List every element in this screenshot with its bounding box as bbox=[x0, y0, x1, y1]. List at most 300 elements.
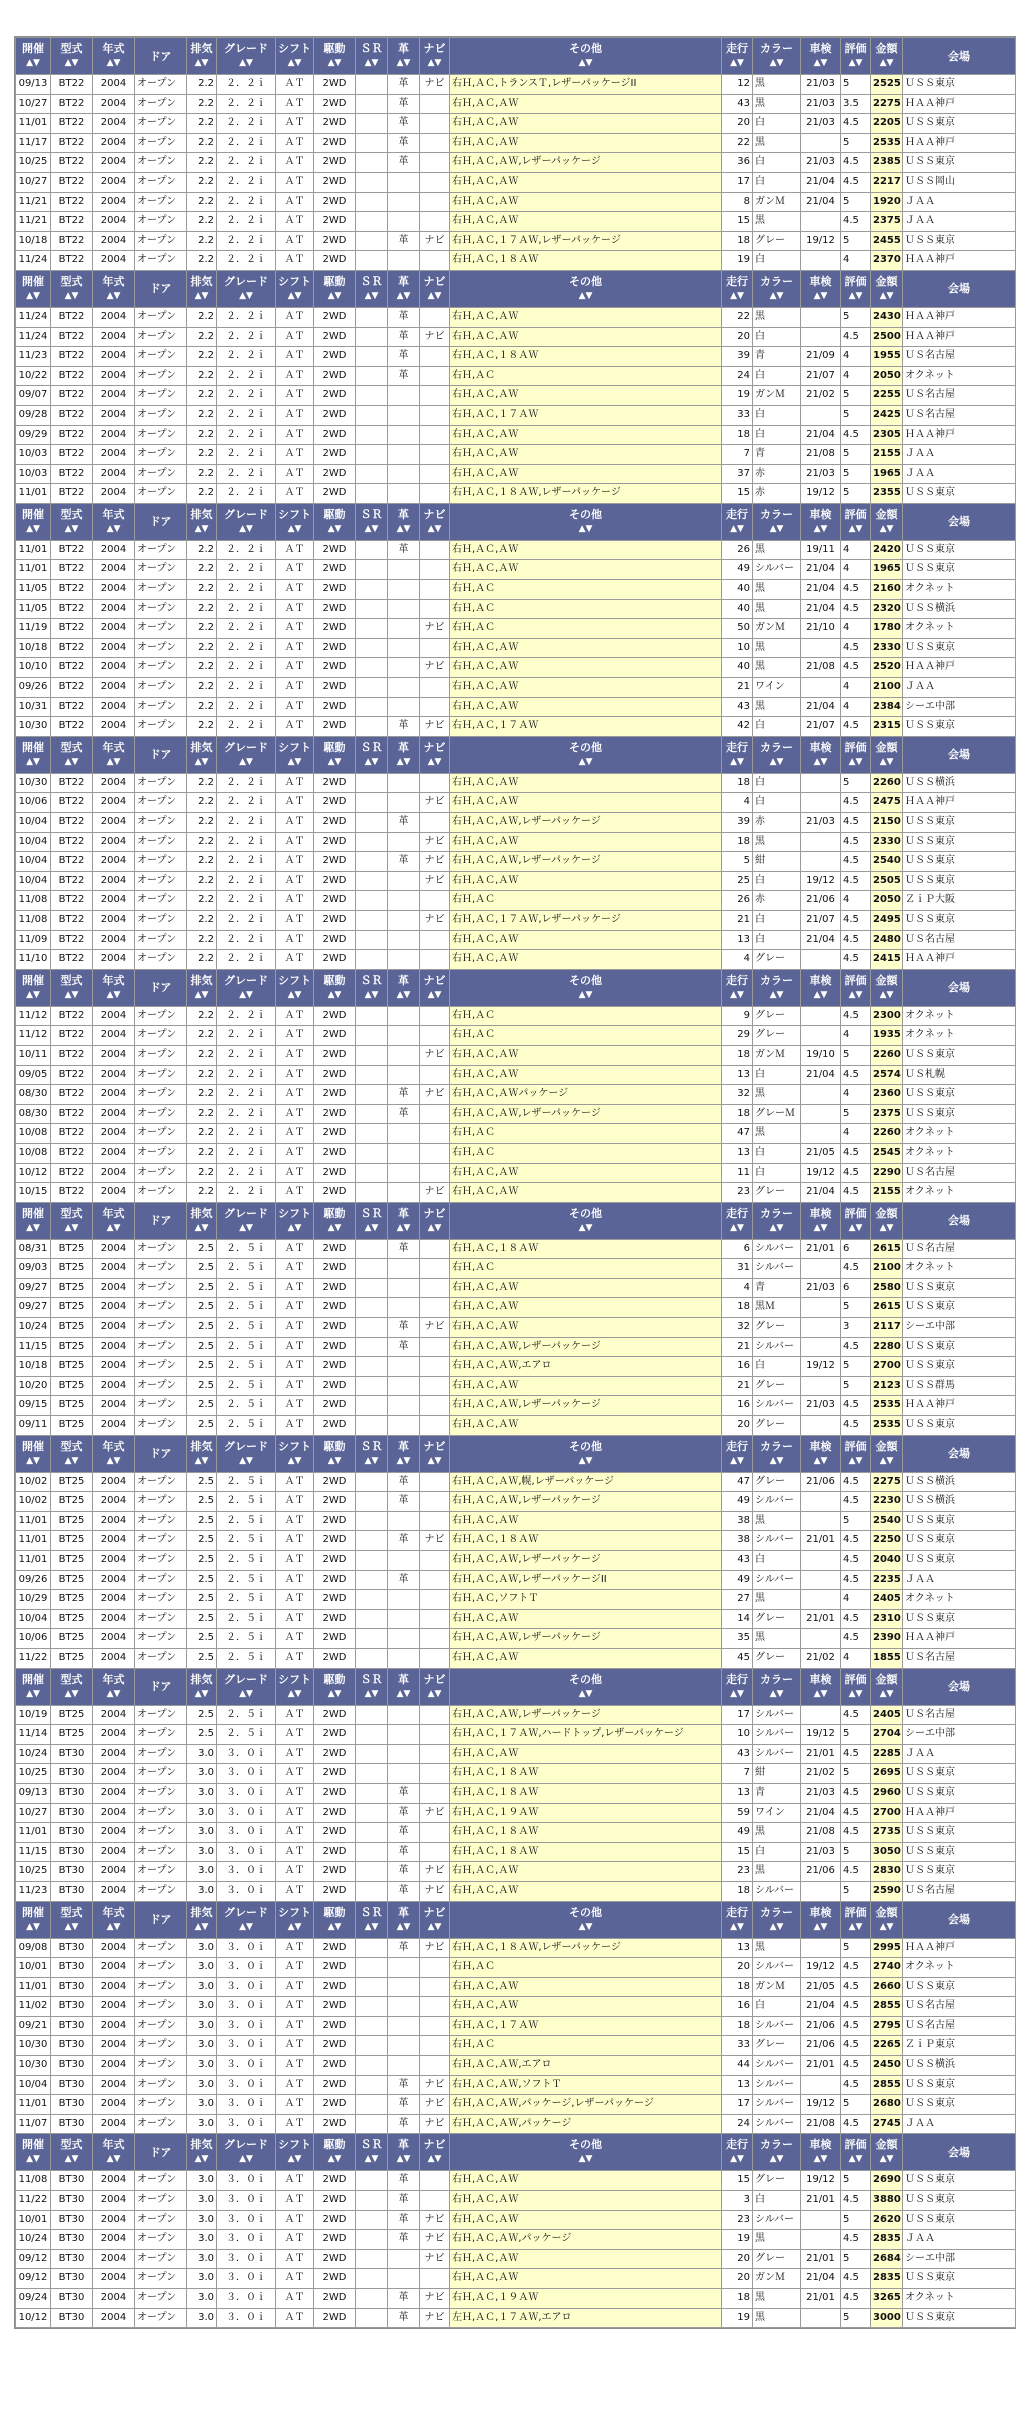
sort-arrows-icon[interactable]: ▲▼ bbox=[239, 1222, 253, 1233]
col-header-other[interactable] bbox=[450, 969, 722, 1006]
col-header-model[interactable] bbox=[51, 38, 93, 75]
col-header-inspection[interactable] bbox=[801, 1668, 841, 1705]
sort-arrows-icon[interactable]: ▲▼ bbox=[769, 290, 784, 301]
col-header-navi[interactable] bbox=[420, 736, 450, 773]
sort-arrows-icon[interactable]: ▲▼ bbox=[813, 1455, 828, 1466]
col-header-drive[interactable] bbox=[314, 2134, 356, 2171]
col-header-other[interactable] bbox=[450, 270, 722, 307]
col-header-date[interactable] bbox=[16, 1435, 51, 1472]
col-header-other[interactable] bbox=[450, 38, 722, 75]
sort-arrows-icon[interactable]: ▲▼ bbox=[879, 1222, 894, 1233]
col-header-mileage[interactable] bbox=[722, 2134, 753, 2171]
col-header-sunroof[interactable] bbox=[356, 38, 388, 75]
col-header-inspection[interactable] bbox=[801, 2134, 841, 2171]
sort-arrows-icon[interactable]: ▲▼ bbox=[106, 1455, 121, 1466]
col-header-sunroof[interactable] bbox=[356, 736, 388, 773]
col-header-color[interactable] bbox=[753, 1435, 801, 1472]
sort-arrows-icon[interactable]: ▲▼ bbox=[730, 756, 744, 767]
col-header-date[interactable] bbox=[16, 1202, 51, 1239]
sort-arrows-icon[interactable]: ▲▼ bbox=[769, 756, 784, 767]
sort-arrows-icon[interactable]: ▲▼ bbox=[364, 989, 379, 1000]
sort-arrows-icon[interactable]: ▲▼ bbox=[730, 523, 744, 534]
col-header-rating[interactable] bbox=[841, 2134, 871, 2171]
col-header-displacement[interactable] bbox=[187, 1202, 217, 1239]
col-header-rating[interactable] bbox=[841, 1435, 871, 1472]
sort-arrows-icon[interactable]: ▲▼ bbox=[194, 1921, 209, 1932]
col-header-other[interactable] bbox=[450, 503, 722, 540]
sort-arrows-icon[interactable]: ▲▼ bbox=[194, 756, 209, 767]
col-header-navi[interactable] bbox=[420, 38, 450, 75]
sort-arrows-icon[interactable]: ▲▼ bbox=[327, 523, 342, 534]
col-header-shift[interactable] bbox=[276, 1435, 314, 1472]
sort-arrows-icon[interactable]: ▲▼ bbox=[364, 1688, 379, 1699]
sort-arrows-icon[interactable]: ▲▼ bbox=[64, 523, 79, 534]
sort-arrows-icon[interactable]: ▲▼ bbox=[106, 1222, 121, 1233]
col-header-navi[interactable] bbox=[420, 270, 450, 307]
col-header-leather[interactable] bbox=[388, 2134, 420, 2171]
col-header-sunroof[interactable] bbox=[356, 969, 388, 1006]
col-header-color[interactable] bbox=[753, 38, 801, 75]
col-header-mileage[interactable] bbox=[722, 1668, 753, 1705]
sort-arrows-icon[interactable]: ▲▼ bbox=[813, 58, 828, 68]
col-header-navi[interactable] bbox=[420, 503, 450, 540]
sort-arrows-icon[interactable]: ▲▼ bbox=[327, 1688, 342, 1699]
col-header-date[interactable] bbox=[16, 1668, 51, 1705]
sort-arrows-icon[interactable]: ▲▼ bbox=[427, 1921, 442, 1932]
col-header-year[interactable] bbox=[93, 1668, 135, 1705]
sort-arrows-icon[interactable]: ▲▼ bbox=[578, 2154, 593, 2165]
sort-arrows-icon[interactable]: ▲▼ bbox=[194, 989, 209, 1000]
col-header-displacement[interactable] bbox=[187, 1668, 217, 1705]
col-header-rating[interactable] bbox=[841, 38, 871, 75]
sort-arrows-icon[interactable]: ▲▼ bbox=[730, 2154, 744, 2165]
sort-arrows-icon[interactable]: ▲▼ bbox=[730, 290, 744, 301]
sort-arrows-icon[interactable]: ▲▼ bbox=[396, 1688, 411, 1699]
sort-arrows-icon[interactable]: ▲▼ bbox=[427, 523, 442, 534]
sort-arrows-icon[interactable]: ▲▼ bbox=[879, 2154, 894, 2165]
sort-arrows-icon[interactable]: ▲▼ bbox=[194, 1222, 209, 1233]
col-header-color[interactable] bbox=[753, 736, 801, 773]
sort-arrows-icon[interactable]: ▲▼ bbox=[578, 1222, 593, 1233]
sort-arrows-icon[interactable]: ▲▼ bbox=[730, 1688, 744, 1699]
col-header-rating[interactable] bbox=[841, 736, 871, 773]
col-header-leather[interactable] bbox=[388, 1901, 420, 1938]
col-header-drive[interactable] bbox=[314, 1435, 356, 1472]
sort-arrows-icon[interactable]: ▲▼ bbox=[194, 1455, 209, 1466]
sort-arrows-icon[interactable]: ▲▼ bbox=[396, 58, 411, 68]
sort-arrows-icon[interactable]: ▲▼ bbox=[769, 1688, 784, 1699]
sort-arrows-icon[interactable]: ▲▼ bbox=[106, 58, 121, 68]
sort-arrows-icon[interactable]: ▲▼ bbox=[364, 523, 379, 534]
sort-arrows-icon[interactable]: ▲▼ bbox=[239, 756, 253, 767]
col-header-inspection[interactable] bbox=[801, 969, 841, 1006]
sort-arrows-icon[interactable]: ▲▼ bbox=[396, 1222, 411, 1233]
col-header-other[interactable] bbox=[450, 1901, 722, 1938]
sort-arrows-icon[interactable]: ▲▼ bbox=[427, 2154, 442, 2165]
col-header-color[interactable] bbox=[753, 503, 801, 540]
col-header-year[interactable] bbox=[93, 969, 135, 1006]
sort-arrows-icon[interactable]: ▲▼ bbox=[769, 1222, 784, 1233]
sort-arrows-icon[interactable]: ▲▼ bbox=[879, 1688, 894, 1699]
sort-arrows-icon[interactable]: ▲▼ bbox=[879, 523, 894, 534]
sort-arrows-icon[interactable]: ▲▼ bbox=[427, 1455, 442, 1466]
sort-arrows-icon[interactable]: ▲▼ bbox=[327, 290, 342, 301]
col-header-drive[interactable] bbox=[314, 1901, 356, 1938]
col-header-model[interactable] bbox=[51, 2134, 93, 2171]
sort-arrows-icon[interactable]: ▲▼ bbox=[364, 290, 379, 301]
col-header-shift[interactable] bbox=[276, 1202, 314, 1239]
sort-arrows-icon[interactable]: ▲▼ bbox=[578, 989, 593, 1000]
col-header-price[interactable] bbox=[871, 503, 903, 540]
col-header-sunroof[interactable] bbox=[356, 1901, 388, 1938]
sort-arrows-icon[interactable]: ▲▼ bbox=[26, 290, 40, 301]
sort-arrows-icon[interactable]: ▲▼ bbox=[427, 1222, 442, 1233]
col-header-date[interactable] bbox=[16, 503, 51, 540]
sort-arrows-icon[interactable]: ▲▼ bbox=[769, 1921, 784, 1932]
sort-arrows-icon[interactable]: ▲▼ bbox=[879, 290, 894, 301]
sort-arrows-icon[interactable]: ▲▼ bbox=[106, 523, 121, 534]
col-header-leather[interactable] bbox=[388, 736, 420, 773]
col-header-grade[interactable] bbox=[217, 38, 276, 75]
sort-arrows-icon[interactable]: ▲▼ bbox=[578, 1688, 593, 1699]
col-header-leather[interactable] bbox=[388, 1202, 420, 1239]
col-header-shift[interactable] bbox=[276, 969, 314, 1006]
col-header-displacement[interactable] bbox=[187, 1901, 217, 1938]
sort-arrows-icon[interactable]: ▲▼ bbox=[396, 290, 411, 301]
col-header-displacement[interactable] bbox=[187, 736, 217, 773]
col-header-year[interactable] bbox=[93, 38, 135, 75]
col-header-inspection[interactable] bbox=[801, 736, 841, 773]
sort-arrows-icon[interactable]: ▲▼ bbox=[64, 290, 79, 301]
col-header-other[interactable] bbox=[450, 736, 722, 773]
sort-arrows-icon[interactable]: ▲▼ bbox=[239, 523, 253, 534]
sort-arrows-icon[interactable]: ▲▼ bbox=[813, 523, 828, 534]
sort-arrows-icon[interactable]: ▲▼ bbox=[730, 989, 744, 1000]
col-header-year[interactable] bbox=[93, 1435, 135, 1472]
col-header-mileage[interactable] bbox=[722, 1202, 753, 1239]
col-header-grade[interactable] bbox=[217, 270, 276, 307]
sort-arrows-icon[interactable]: ▲▼ bbox=[730, 1222, 744, 1233]
sort-arrows-icon[interactable]: ▲▼ bbox=[396, 989, 411, 1000]
col-header-navi[interactable] bbox=[420, 1435, 450, 1472]
col-header-inspection[interactable] bbox=[801, 503, 841, 540]
sort-arrows-icon[interactable]: ▲▼ bbox=[239, 2154, 253, 2165]
col-header-inspection[interactable] bbox=[801, 1901, 841, 1938]
col-header-other[interactable] bbox=[450, 1668, 722, 1705]
sort-arrows-icon[interactable]: ▲▼ bbox=[106, 2154, 121, 2165]
sort-arrows-icon[interactable]: ▲▼ bbox=[194, 1688, 209, 1699]
col-header-price[interactable] bbox=[871, 1668, 903, 1705]
col-header-mileage[interactable] bbox=[722, 969, 753, 1006]
sort-arrows-icon[interactable]: ▲▼ bbox=[26, 1921, 40, 1932]
col-header-shift[interactable] bbox=[276, 2134, 314, 2171]
col-header-year[interactable] bbox=[93, 1202, 135, 1239]
col-header-inspection[interactable] bbox=[801, 1202, 841, 1239]
sort-arrows-icon[interactable]: ▲▼ bbox=[239, 1455, 253, 1466]
sort-arrows-icon[interactable]: ▲▼ bbox=[239, 290, 253, 301]
sort-arrows-icon[interactable]: ▲▼ bbox=[194, 58, 209, 68]
col-header-model[interactable] bbox=[51, 270, 93, 307]
sort-arrows-icon[interactable]: ▲▼ bbox=[730, 1921, 744, 1932]
sort-arrows-icon[interactable]: ▲▼ bbox=[578, 290, 593, 301]
sort-arrows-icon[interactable]: ▲▼ bbox=[287, 989, 302, 1000]
col-header-date[interactable] bbox=[16, 736, 51, 773]
col-header-price[interactable] bbox=[871, 736, 903, 773]
col-header-date[interactable] bbox=[16, 270, 51, 307]
col-header-year[interactable] bbox=[93, 2134, 135, 2171]
col-header-inspection[interactable] bbox=[801, 1435, 841, 1472]
sort-arrows-icon[interactable]: ▲▼ bbox=[578, 1455, 593, 1466]
col-header-shift[interactable] bbox=[276, 736, 314, 773]
col-header-year[interactable] bbox=[93, 270, 135, 307]
sort-arrows-icon[interactable]: ▲▼ bbox=[327, 1222, 342, 1233]
col-header-drive[interactable] bbox=[314, 38, 356, 75]
col-header-color[interactable] bbox=[753, 270, 801, 307]
sort-arrows-icon[interactable]: ▲▼ bbox=[396, 2154, 411, 2165]
col-header-mileage[interactable] bbox=[722, 1901, 753, 1938]
sort-arrows-icon[interactable]: ▲▼ bbox=[578, 1921, 593, 1932]
col-header-other[interactable] bbox=[450, 1435, 722, 1472]
col-header-shift[interactable] bbox=[276, 503, 314, 540]
sort-arrows-icon[interactable]: ▲▼ bbox=[364, 58, 379, 68]
col-header-year[interactable] bbox=[93, 736, 135, 773]
sort-arrows-icon[interactable]: ▲▼ bbox=[578, 756, 593, 767]
sort-arrows-icon[interactable]: ▲▼ bbox=[26, 58, 40, 68]
sort-arrows-icon[interactable]: ▲▼ bbox=[287, 1921, 302, 1932]
col-header-color[interactable] bbox=[753, 1901, 801, 1938]
sort-arrows-icon[interactable]: ▲▼ bbox=[364, 756, 379, 767]
sort-arrows-icon[interactable]: ▲▼ bbox=[427, 290, 442, 301]
col-header-grade[interactable] bbox=[217, 1901, 276, 1938]
sort-arrows-icon[interactable]: ▲▼ bbox=[364, 2154, 379, 2165]
col-header-leather[interactable] bbox=[388, 503, 420, 540]
col-header-leather[interactable] bbox=[388, 38, 420, 75]
col-header-sunroof[interactable] bbox=[356, 270, 388, 307]
sort-arrows-icon[interactable]: ▲▼ bbox=[813, 1921, 828, 1932]
sort-arrows-icon[interactable]: ▲▼ bbox=[427, 989, 442, 1000]
col-header-drive[interactable] bbox=[314, 736, 356, 773]
sort-arrows-icon[interactable]: ▲▼ bbox=[879, 756, 894, 767]
sort-arrows-icon[interactable]: ▲▼ bbox=[396, 523, 411, 534]
sort-arrows-icon[interactable]: ▲▼ bbox=[848, 1688, 863, 1699]
col-header-grade[interactable] bbox=[217, 736, 276, 773]
col-header-shift[interactable] bbox=[276, 270, 314, 307]
col-header-rating[interactable] bbox=[841, 1668, 871, 1705]
col-header-sunroof[interactable] bbox=[356, 1668, 388, 1705]
sort-arrows-icon[interactable]: ▲▼ bbox=[106, 290, 121, 301]
sort-arrows-icon[interactable]: ▲▼ bbox=[239, 989, 253, 1000]
col-header-model[interactable] bbox=[51, 1202, 93, 1239]
sort-arrows-icon[interactable]: ▲▼ bbox=[194, 2154, 209, 2165]
sort-arrows-icon[interactable]: ▲▼ bbox=[106, 1688, 121, 1699]
sort-arrows-icon[interactable]: ▲▼ bbox=[879, 989, 894, 1000]
col-header-date[interactable] bbox=[16, 1901, 51, 1938]
col-header-rating[interactable] bbox=[841, 503, 871, 540]
col-header-price[interactable] bbox=[871, 38, 903, 75]
col-header-color[interactable] bbox=[753, 2134, 801, 2171]
sort-arrows-icon[interactable]: ▲▼ bbox=[769, 2154, 784, 2165]
col-header-shift[interactable] bbox=[276, 1668, 314, 1705]
sort-arrows-icon[interactable]: ▲▼ bbox=[287, 2154, 302, 2165]
col-header-shift[interactable] bbox=[276, 38, 314, 75]
col-header-price[interactable] bbox=[871, 270, 903, 307]
col-header-price[interactable] bbox=[871, 969, 903, 1006]
sort-arrows-icon[interactable]: ▲▼ bbox=[287, 290, 302, 301]
sort-arrows-icon[interactable]: ▲▼ bbox=[848, 290, 863, 301]
sort-arrows-icon[interactable]: ▲▼ bbox=[106, 756, 121, 767]
sort-arrows-icon[interactable]: ▲▼ bbox=[813, 1688, 828, 1699]
sort-arrows-icon[interactable]: ▲▼ bbox=[194, 523, 209, 534]
sort-arrows-icon[interactable]: ▲▼ bbox=[848, 756, 863, 767]
col-header-sunroof[interactable] bbox=[356, 1435, 388, 1472]
col-header-date[interactable] bbox=[16, 2134, 51, 2171]
col-header-shift[interactable] bbox=[276, 1901, 314, 1938]
col-header-drive[interactable] bbox=[314, 1202, 356, 1239]
sort-arrows-icon[interactable]: ▲▼ bbox=[879, 1455, 894, 1466]
sort-arrows-icon[interactable]: ▲▼ bbox=[813, 2154, 828, 2165]
sort-arrows-icon[interactable]: ▲▼ bbox=[813, 1222, 828, 1233]
col-header-year[interactable] bbox=[93, 1901, 135, 1938]
col-header-model[interactable] bbox=[51, 1435, 93, 1472]
col-header-price[interactable] bbox=[871, 1901, 903, 1938]
col-header-rating[interactable] bbox=[841, 969, 871, 1006]
sort-arrows-icon[interactable]: ▲▼ bbox=[26, 1455, 40, 1466]
col-header-grade[interactable] bbox=[217, 1668, 276, 1705]
col-header-grade[interactable] bbox=[217, 969, 276, 1006]
col-header-displacement[interactable] bbox=[187, 2134, 217, 2171]
col-header-drive[interactable] bbox=[314, 1668, 356, 1705]
col-header-other[interactable] bbox=[450, 2134, 722, 2171]
col-header-model[interactable] bbox=[51, 1901, 93, 1938]
col-header-color[interactable] bbox=[753, 969, 801, 1006]
sort-arrows-icon[interactable]: ▲▼ bbox=[287, 58, 302, 68]
sort-arrows-icon[interactable]: ▲▼ bbox=[64, 2154, 79, 2165]
col-header-grade[interactable] bbox=[217, 1202, 276, 1239]
col-header-navi[interactable] bbox=[420, 969, 450, 1006]
sort-arrows-icon[interactable]: ▲▼ bbox=[879, 58, 894, 68]
sort-arrows-icon[interactable]: ▲▼ bbox=[879, 1921, 894, 1932]
col-header-rating[interactable] bbox=[841, 1202, 871, 1239]
col-header-mileage[interactable] bbox=[722, 270, 753, 307]
sort-arrows-icon[interactable]: ▲▼ bbox=[327, 58, 342, 68]
col-header-navi[interactable] bbox=[420, 1901, 450, 1938]
sort-arrows-icon[interactable]: ▲▼ bbox=[769, 58, 784, 68]
col-header-mileage[interactable] bbox=[722, 1435, 753, 1472]
col-header-mileage[interactable] bbox=[722, 38, 753, 75]
sort-arrows-icon[interactable]: ▲▼ bbox=[287, 756, 302, 767]
col-header-grade[interactable] bbox=[217, 1435, 276, 1472]
sort-arrows-icon[interactable]: ▲▼ bbox=[327, 1455, 342, 1466]
sort-arrows-icon[interactable]: ▲▼ bbox=[427, 1688, 442, 1699]
sort-arrows-icon[interactable]: ▲▼ bbox=[813, 989, 828, 1000]
sort-arrows-icon[interactable]: ▲▼ bbox=[848, 1921, 863, 1932]
sort-arrows-icon[interactable]: ▲▼ bbox=[327, 2154, 342, 2165]
sort-arrows-icon[interactable]: ▲▼ bbox=[730, 1455, 744, 1466]
sort-arrows-icon[interactable]: ▲▼ bbox=[239, 1688, 253, 1699]
sort-arrows-icon[interactable]: ▲▼ bbox=[26, 756, 40, 767]
sort-arrows-icon[interactable]: ▲▼ bbox=[848, 989, 863, 1000]
col-header-leather[interactable] bbox=[388, 270, 420, 307]
sort-arrows-icon[interactable]: ▲▼ bbox=[287, 1455, 302, 1466]
sort-arrows-icon[interactable]: ▲▼ bbox=[26, 523, 40, 534]
sort-arrows-icon[interactable]: ▲▼ bbox=[239, 1921, 253, 1932]
sort-arrows-icon[interactable]: ▲▼ bbox=[327, 756, 342, 767]
sort-arrows-icon[interactable]: ▲▼ bbox=[396, 1455, 411, 1466]
sort-arrows-icon[interactable]: ▲▼ bbox=[64, 58, 79, 68]
sort-arrows-icon[interactable]: ▲▼ bbox=[813, 756, 828, 767]
col-header-navi[interactable] bbox=[420, 1668, 450, 1705]
col-header-displacement[interactable] bbox=[187, 38, 217, 75]
sort-arrows-icon[interactable]: ▲▼ bbox=[396, 1921, 411, 1932]
col-header-other[interactable] bbox=[450, 1202, 722, 1239]
sort-arrows-icon[interactable]: ▲▼ bbox=[26, 2154, 40, 2165]
sort-arrows-icon[interactable]: ▲▼ bbox=[848, 58, 863, 68]
col-header-model[interactable] bbox=[51, 503, 93, 540]
col-header-inspection[interactable] bbox=[801, 270, 841, 307]
sort-arrows-icon[interactable]: ▲▼ bbox=[287, 1222, 302, 1233]
col-header-sunroof[interactable] bbox=[356, 2134, 388, 2171]
col-header-displacement[interactable] bbox=[187, 503, 217, 540]
sort-arrows-icon[interactable]: ▲▼ bbox=[26, 1222, 40, 1233]
col-header-mileage[interactable] bbox=[722, 736, 753, 773]
sort-arrows-icon[interactable]: ▲▼ bbox=[578, 58, 593, 68]
sort-arrows-icon[interactable]: ▲▼ bbox=[427, 756, 442, 767]
col-header-navi[interactable] bbox=[420, 2134, 450, 2171]
col-header-inspection[interactable] bbox=[801, 38, 841, 75]
col-header-drive[interactable] bbox=[314, 503, 356, 540]
col-header-year[interactable] bbox=[93, 503, 135, 540]
sort-arrows-icon[interactable]: ▲▼ bbox=[26, 1688, 40, 1699]
sort-arrows-icon[interactable]: ▲▼ bbox=[427, 58, 442, 68]
col-header-model[interactable] bbox=[51, 736, 93, 773]
sort-arrows-icon[interactable]: ▲▼ bbox=[396, 756, 411, 767]
col-header-rating[interactable] bbox=[841, 270, 871, 307]
sort-arrows-icon[interactable]: ▲▼ bbox=[813, 290, 828, 301]
sort-arrows-icon[interactable]: ▲▼ bbox=[64, 1921, 79, 1932]
col-header-model[interactable] bbox=[51, 1668, 93, 1705]
sort-arrows-icon[interactable]: ▲▼ bbox=[64, 1222, 79, 1233]
sort-arrows-icon[interactable]: ▲▼ bbox=[848, 2154, 863, 2165]
col-header-leather[interactable] bbox=[388, 1668, 420, 1705]
col-header-displacement[interactable] bbox=[187, 1435, 217, 1472]
sort-arrows-icon[interactable]: ▲▼ bbox=[327, 1921, 342, 1932]
sort-arrows-icon[interactable]: ▲▼ bbox=[327, 989, 342, 1000]
col-header-sunroof[interactable] bbox=[356, 1202, 388, 1239]
col-header-date[interactable] bbox=[16, 38, 51, 75]
sort-arrows-icon[interactable]: ▲▼ bbox=[769, 523, 784, 534]
sort-arrows-icon[interactable]: ▲▼ bbox=[106, 989, 121, 1000]
col-header-rating[interactable] bbox=[841, 1901, 871, 1938]
sort-arrows-icon[interactable]: ▲▼ bbox=[364, 1921, 379, 1932]
col-header-leather[interactable] bbox=[388, 1435, 420, 1472]
sort-arrows-icon[interactable]: ▲▼ bbox=[287, 1688, 302, 1699]
sort-arrows-icon[interactable]: ▲▼ bbox=[364, 1455, 379, 1466]
sort-arrows-icon[interactable]: ▲▼ bbox=[769, 989, 784, 1000]
col-header-drive[interactable] bbox=[314, 969, 356, 1006]
sort-arrows-icon[interactable]: ▲▼ bbox=[578, 523, 593, 534]
col-header-model[interactable] bbox=[51, 969, 93, 1006]
sort-arrows-icon[interactable]: ▲▼ bbox=[64, 1688, 79, 1699]
sort-arrows-icon[interactable]: ▲▼ bbox=[848, 523, 863, 534]
col-header-displacement[interactable] bbox=[187, 270, 217, 307]
sort-arrows-icon[interactable]: ▲▼ bbox=[64, 756, 79, 767]
sort-arrows-icon[interactable]: ▲▼ bbox=[106, 1921, 121, 1932]
col-header-leather[interactable] bbox=[388, 969, 420, 1006]
sort-arrows-icon[interactable]: ▲▼ bbox=[64, 1455, 79, 1466]
col-header-navi[interactable] bbox=[420, 1202, 450, 1239]
col-header-drive[interactable] bbox=[314, 270, 356, 307]
sort-arrows-icon[interactable]: ▲▼ bbox=[26, 989, 40, 1000]
